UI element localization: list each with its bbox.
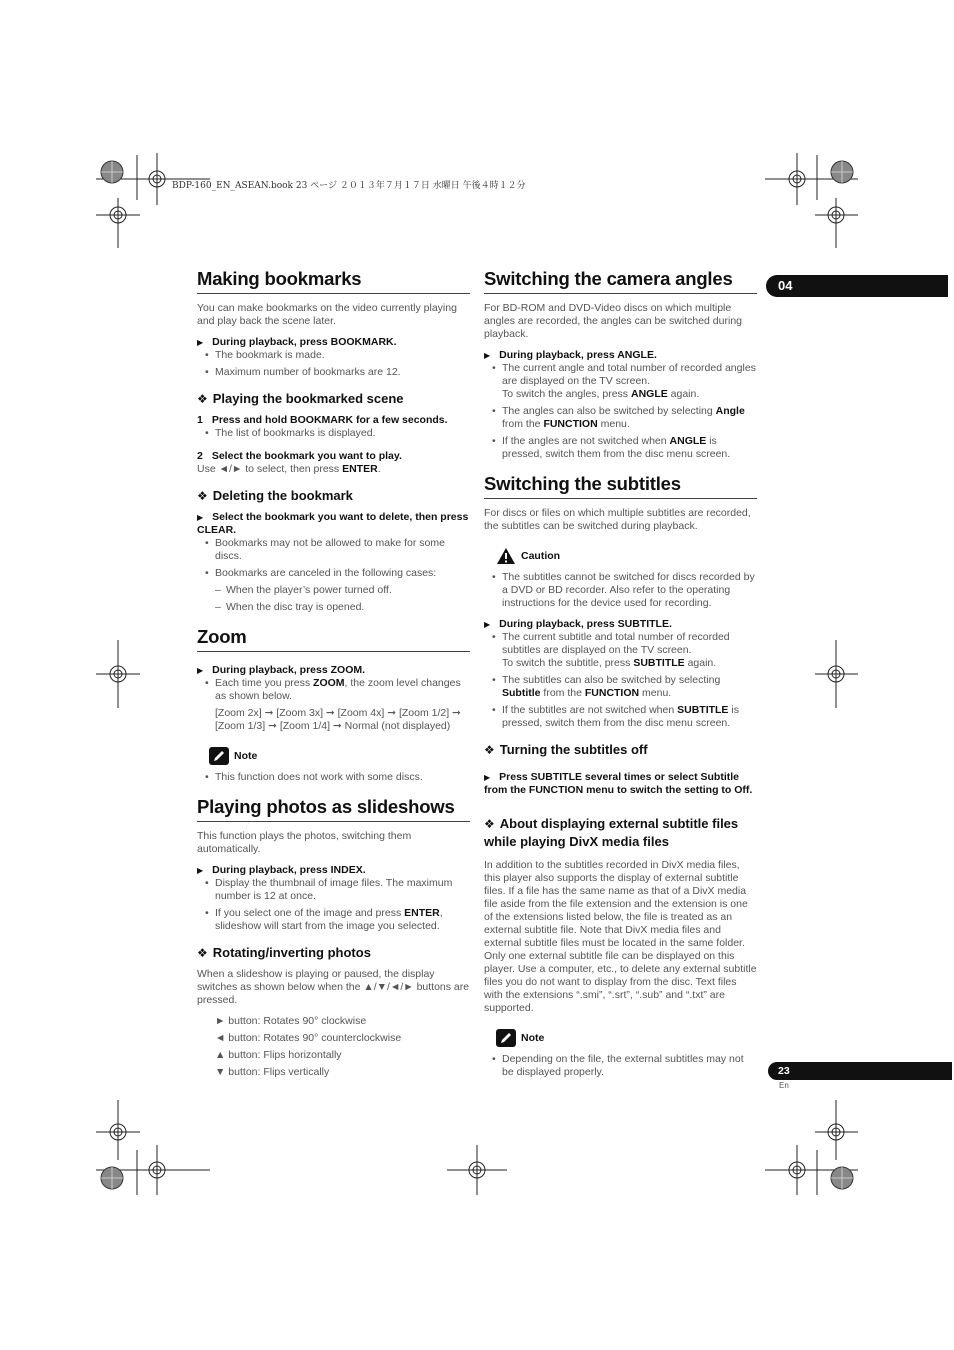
page-language: En: [779, 1081, 789, 1090]
caution-header: Caution: [496, 547, 757, 565]
section-camera-angles: [484, 268, 757, 461]
caution-list: [484, 571, 757, 610]
subsection-title: ❖ Turning the subtitles off: [484, 742, 648, 757]
subsection-title: ❖ About displaying external subtitle files while playing DivX media files: [484, 816, 739, 849]
diamond-icon: ❖: [197, 489, 208, 503]
diamond-icon: ❖: [484, 743, 495, 757]
arrow-right-icon: ▶: [484, 773, 491, 782]
subsection-title: ❖ Rotating/inverting photos: [197, 945, 371, 960]
diamond-icon: ❖: [197, 392, 208, 406]
left-column: [197, 268, 470, 1083]
arrow-right-icon: ▶: [484, 351, 491, 360]
step: 1 Press and hold BOOKMARK for a few seconds.: [197, 414, 448, 426]
page-number: 23: [768, 1062, 952, 1080]
intro-text: For discs or files on which multiple subtitles are recorded, the subtitles can be switched during playback.: [484, 507, 751, 532]
arrow-right-icon: ▶: [197, 666, 204, 675]
note-header: Note: [496, 1029, 757, 1047]
bullet-list: [484, 362, 757, 461]
list-item: • This function does not work with some discs.: [197, 771, 470, 784]
list-item: • If the subtitles are not switched when SUBTITLE is pressed, switch them from the disc menu screen.: [484, 704, 757, 730]
step: ▶ Press SUBTITLE several times or select Subtitle from the FUNCTION menu to switch the setting to Off.: [484, 771, 753, 796]
section-title: Zoom: [197, 626, 470, 652]
zoom-sequence: [Zoom 2x] ➞ [Zoom 3x] ➞ [Zoom 4x] ➞ [Zoom 1/2] ➞ [Zoom 1/3] ➞ [Zoom 1/4] ➞ Normal (not displayed): [215, 707, 461, 732]
body-text: In addition to the subtitles recorded in DivX media files, this player also supports the display of external subtitle files. If a file has the same name as that of a DivX media file aside from the file extension and the extension is one of the extensions listed below, the file is treated as an external subtitle file. Note that DivX media files and external subtitle files must be located in the same folder. Only one external subtitle file can be displayed on this player. Use a computer, etc., to delete any external subtitle files you do not want to display from the disc. Text files with the extensions “.smi”, “.srt”, “.sub” and “.txt” are supported.: [484, 859, 757, 1014]
section-title: Switching the camera angles: [484, 268, 757, 294]
list-item: ► button: Rotates 90° clockwise: [215, 1015, 367, 1027]
step: ▶ During playback, press ANGLE.: [484, 349, 657, 361]
pencil-icon: [209, 747, 229, 765]
right-column: [484, 268, 757, 1083]
note-header: Note: [209, 747, 470, 765]
step: ▶ Select the bookmark you want to delete, then press CLEAR.: [197, 511, 469, 536]
arrow-right-icon: ▶: [197, 866, 204, 875]
step: 2 Select the bookmark you want to play.: [197, 450, 402, 462]
subsection-title: ❖ Deleting the bookmark: [197, 488, 353, 503]
bullet-list: [197, 537, 470, 580]
rotate-intro: When a slideshow is playing or paused, the display switches as shown below when the ▲/▼/◄/► buttons are pressed.: [197, 968, 470, 1006]
dash-list: [197, 584, 470, 614]
list-item: ◄ button: Rotates 90° counterclockwise: [215, 1032, 402, 1044]
arrow-right-icon: ▶: [197, 513, 204, 522]
intro-text: You can make bookmarks on the video currently playing and play back the scene later.: [197, 302, 457, 327]
intro-text: This function plays the photos, switching them automatically.: [197, 830, 412, 855]
note-list: [197, 771, 470, 784]
list-item: – When the player’s power turned off.: [197, 584, 470, 597]
print-header: BDP-160_EN_ASEAN.book 23 ページ ２０１３年７月１７日 水曜日 午後４時１２分: [172, 181, 526, 191]
list-item: • The bookmark is made.: [197, 349, 470, 362]
step-detail: Use ◄/► to select, then press ENTER.: [197, 463, 381, 475]
section-making-bookmarks: [197, 268, 470, 614]
list-item: ▼ button: Flips vertically: [215, 1066, 330, 1078]
list-item: • The angles can also be switched by selecting Angle from the FUNCTION menu.: [484, 405, 757, 431]
section-subtitles: [484, 473, 757, 1079]
list-item: • The current subtitle and total number of recorded subtitles are displayed on the TV screen. To switch the subtitle, press SUBTITLE again.: [484, 631, 757, 670]
list-item: • The subtitles can also be switched by selecting Subtitle from the FUNCTION menu.: [484, 674, 757, 700]
list-item: • The list of bookmarks is displayed.: [197, 427, 470, 440]
section-title: Making bookmarks: [197, 268, 470, 294]
list-item: ▲ button: Flips horizontally: [215, 1049, 342, 1061]
button-action-list: [197, 1015, 470, 1079]
intro-text: For BD-ROM and DVD-Video discs on which multiple angles are recorded, the angles can be switched during playback.: [484, 302, 742, 340]
bullet-list: [197, 877, 470, 933]
step: ▶ During playback, press INDEX.: [197, 864, 366, 876]
section-slideshows: [197, 796, 470, 1079]
list-item: • Maximum number of bookmarks are 12.: [197, 366, 470, 379]
bullet-list: [484, 631, 757, 730]
list-item: • If you select one of the image and press ENTER, slideshow will start from the image you selected.: [197, 907, 470, 933]
list-item: – When the disc tray is opened.: [197, 601, 470, 614]
diamond-icon: ❖: [484, 817, 495, 831]
section-title: Switching the subtitles: [484, 473, 757, 499]
diamond-icon: ❖: [197, 946, 208, 960]
subsection-title: ❖ Playing the bookmarked scene: [197, 391, 404, 406]
arrow-right-icon: ▶: [484, 620, 491, 629]
list-item: • The current angle and total number of recorded angles are displayed on the TV screen. To switch the angles, press ANGLE again.: [484, 362, 757, 401]
pencil-icon: [496, 1029, 516, 1047]
list-item: • Bookmarks may not be allowed to make for some discs.: [197, 537, 470, 563]
warning-icon: [496, 547, 516, 565]
section-title: Playing photos as slideshows: [197, 796, 470, 822]
list-item: • Depending on the file, the external subtitles may not be displayed properly.: [484, 1053, 757, 1079]
list-item: • Each time you press ZOOM, the zoom level changes as shown below.: [197, 677, 470, 703]
step: ▶ During playback, press ZOOM.: [197, 664, 366, 676]
bullet-list: [197, 677, 470, 703]
chapter-tab: 04: [766, 275, 948, 297]
list-item: • If the angles are not switched when ANGLE is pressed, switch them from the disc menu screen.: [484, 435, 757, 461]
section-zoom: [197, 626, 470, 784]
list-item: • Bookmarks are canceled in the following cases:: [197, 567, 470, 580]
arrow-right-icon: ▶: [197, 338, 204, 347]
bullet-list: [197, 427, 470, 440]
step: ▶ During playback, press SUBTITLE.: [484, 618, 672, 630]
step: ▶ During playback, press BOOKMARK.: [197, 336, 397, 348]
note-list: [484, 1053, 757, 1079]
list-item: • The subtitles cannot be switched for discs recorded by a DVD or BD recorder. Also refer to the operating instructions for the device used for recording.: [484, 571, 757, 610]
list-item: • Display the thumbnail of image files. The maximum number is 12 at once.: [197, 877, 470, 903]
bullet-list: [197, 349, 470, 379]
